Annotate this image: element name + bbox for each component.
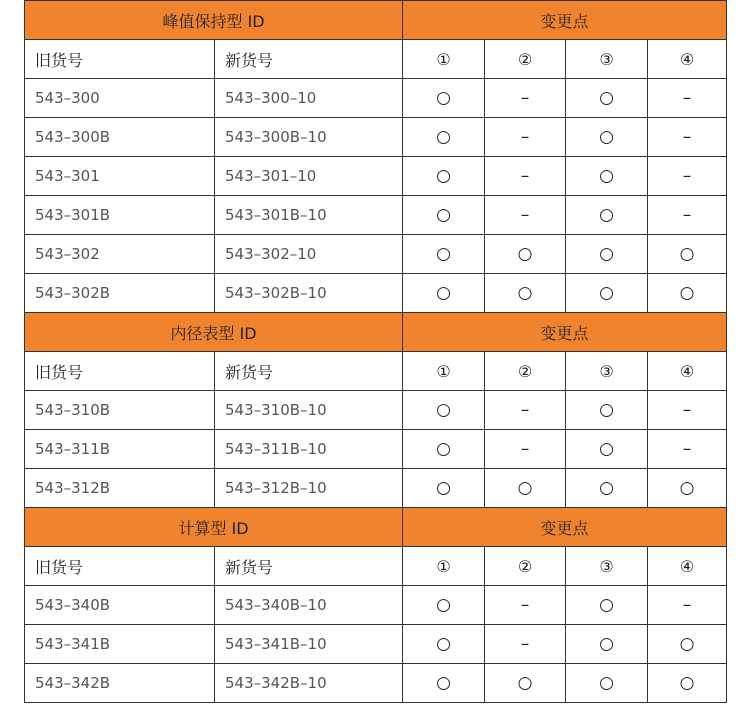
change-mark-cell: ○: [648, 469, 727, 508]
new-number-cell: 543–312B–10: [215, 469, 403, 508]
new-number-cell: 543–340B–10: [215, 586, 403, 625]
old-number-cell: 543–300B: [25, 118, 215, 157]
table-row: [25, 625, 727, 664]
new-number-cell: 543–300B–10: [215, 118, 403, 157]
change-mark-cell: ○: [485, 274, 566, 313]
change-mark-cell: ○: [403, 391, 485, 430]
old-number-cell: 543–302B: [25, 274, 215, 313]
old-number-cell: 543–342B: [25, 664, 215, 703]
change-mark-cell: –: [648, 196, 727, 235]
change-mark-cell: ○: [403, 625, 485, 664]
old-number-cell: 543–312B: [25, 469, 215, 508]
change-mark-cell: –: [648, 391, 727, 430]
model-change-table: [24, 0, 727, 703]
old-number-cell: 543–302: [25, 235, 215, 274]
change-mark-cell: ○: [403, 469, 485, 508]
section-header-row: [25, 313, 727, 352]
changes-title: 变更点: [403, 1, 727, 40]
change-mark-cell: ○: [566, 586, 648, 625]
old-number-header: 旧货号: [25, 40, 215, 79]
model-change-table-page: [24, 0, 726, 703]
old-number-cell: 543–341B: [25, 625, 215, 664]
change-mark-cell: ○: [566, 157, 648, 196]
old-number-header: 旧货号: [25, 352, 215, 391]
change-mark-cell: ○: [403, 157, 485, 196]
change-mark-cell: ○: [566, 274, 648, 313]
change-point-header: ②: [485, 40, 566, 79]
new-number-cell: 543–300–10: [215, 79, 403, 118]
change-point-header: ③: [566, 352, 648, 391]
change-point-header: ①: [403, 352, 485, 391]
new-number-header: 新货号: [215, 40, 403, 79]
change-mark-cell: –: [648, 157, 727, 196]
old-number-cell: 543–301: [25, 157, 215, 196]
change-mark-cell: ○: [403, 586, 485, 625]
change-mark-cell: ○: [485, 664, 566, 703]
column-header-row: [25, 352, 727, 391]
section-header-row: [25, 1, 727, 40]
change-mark-cell: ○: [648, 235, 727, 274]
change-mark-cell: –: [485, 625, 566, 664]
change-mark-cell: –: [485, 196, 566, 235]
new-number-cell: 543–302–10: [215, 235, 403, 274]
old-number-cell: 543–310B: [25, 391, 215, 430]
change-mark-cell: ○: [403, 118, 485, 157]
change-point-header: ②: [485, 352, 566, 391]
change-mark-cell: ○: [485, 469, 566, 508]
table-row: [25, 196, 727, 235]
change-mark-cell: –: [648, 586, 727, 625]
change-mark-cell: –: [648, 79, 727, 118]
new-number-cell: 543–341B–10: [215, 625, 403, 664]
section-title: 峰值保持型 ID: [25, 1, 403, 40]
change-point-header: ④: [648, 40, 727, 79]
change-mark-cell: ○: [566, 118, 648, 157]
changes-title: 变更点: [403, 508, 727, 547]
old-number-cell: 543–340B: [25, 586, 215, 625]
change-point-header: ③: [566, 547, 648, 586]
change-point-header: ③: [566, 40, 648, 79]
change-mark-cell: –: [485, 79, 566, 118]
change-mark-cell: ○: [566, 430, 648, 469]
change-mark-cell: –: [485, 118, 566, 157]
new-number-cell: 543–311B–10: [215, 430, 403, 469]
change-mark-cell: ○: [403, 79, 485, 118]
column-header-row: [25, 547, 727, 586]
new-number-header: 新货号: [215, 352, 403, 391]
table-row: [25, 118, 727, 157]
change-mark-cell: ○: [566, 79, 648, 118]
change-mark-cell: –: [648, 430, 727, 469]
new-number-cell: 543–301–10: [215, 157, 403, 196]
section-title: 计算型 ID: [25, 508, 403, 547]
changes-title: 变更点: [403, 313, 727, 352]
old-number-cell: 543–301B: [25, 196, 215, 235]
table-row: [25, 469, 727, 508]
change-mark-cell: ○: [648, 664, 727, 703]
change-mark-cell: ○: [566, 235, 648, 274]
change-mark-cell: ○: [403, 664, 485, 703]
change-mark-cell: –: [485, 430, 566, 469]
change-point-header: ④: [648, 352, 727, 391]
table-row: [25, 235, 727, 274]
new-number-cell: 543–310B–10: [215, 391, 403, 430]
table-row: [25, 157, 727, 196]
change-mark-cell: ○: [566, 469, 648, 508]
table-row: [25, 586, 727, 625]
change-mark-cell: ○: [648, 625, 727, 664]
table-row: [25, 664, 727, 703]
change-point-header: ④: [648, 547, 727, 586]
change-mark-cell: ○: [566, 625, 648, 664]
new-number-header: 新货号: [215, 547, 403, 586]
change-mark-cell: ○: [648, 274, 727, 313]
change-mark-cell: –: [485, 157, 566, 196]
table-row: [25, 79, 727, 118]
change-mark-cell: ○: [403, 196, 485, 235]
change-mark-cell: ○: [566, 196, 648, 235]
change-mark-cell: ○: [403, 430, 485, 469]
new-number-cell: 543–342B–10: [215, 664, 403, 703]
new-number-cell: 543–301B–10: [215, 196, 403, 235]
change-mark-cell: ○: [566, 391, 648, 430]
change-point-header: ①: [403, 40, 485, 79]
change-mark-cell: –: [485, 586, 566, 625]
new-number-cell: 543–302B–10: [215, 274, 403, 313]
old-number-cell: 543–300: [25, 79, 215, 118]
section-header-row: [25, 508, 727, 547]
old-number-cell: 543–311B: [25, 430, 215, 469]
table-row: [25, 430, 727, 469]
section-title: 内径表型 ID: [25, 313, 403, 352]
change-mark-cell: ○: [485, 235, 566, 274]
change-point-header: ①: [403, 547, 485, 586]
old-number-header: 旧货号: [25, 547, 215, 586]
change-mark-cell: –: [648, 118, 727, 157]
change-mark-cell: –: [485, 391, 566, 430]
change-mark-cell: ○: [566, 664, 648, 703]
table-row: [25, 391, 727, 430]
column-header-row: [25, 40, 727, 79]
change-point-header: ②: [485, 547, 566, 586]
change-mark-cell: ○: [403, 274, 485, 313]
change-mark-cell: ○: [403, 235, 485, 274]
table-row: [25, 274, 727, 313]
